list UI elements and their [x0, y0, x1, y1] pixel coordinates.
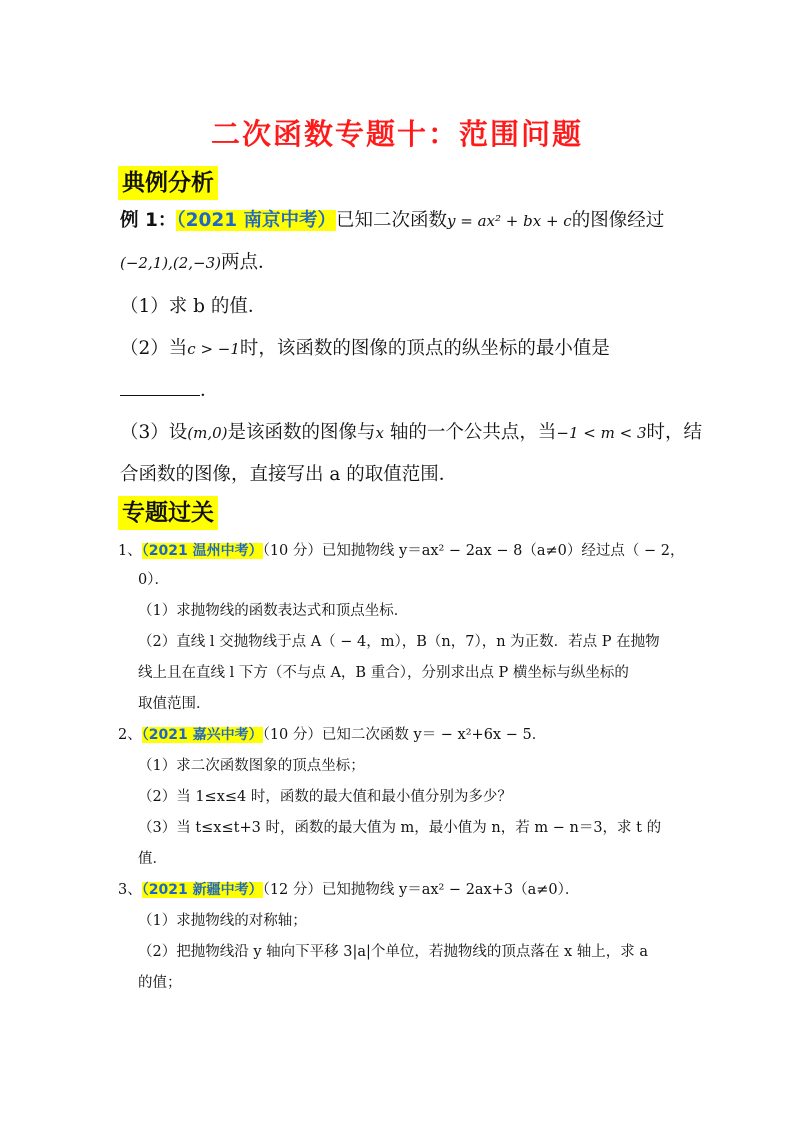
q3-prefix: （3）设 — [120, 422, 188, 443]
problem-1-line-6: 取值范围． — [138, 696, 211, 712]
problem-text: （12 分）已知抛物线 y＝ax² − 2ax+3（a≠0）． — [262, 882, 580, 898]
problem-number: 3、 — [118, 882, 142, 898]
problem-3-line-4: 的值； — [138, 975, 182, 991]
example-source-tag: （2021 南京中考） — [176, 210, 337, 231]
problem-3-line-2: （1）求抛物线的对称轴； — [138, 913, 307, 929]
example-question-3-line-2: 合函数的图像，直接写出 a 的取值范围． — [120, 464, 458, 485]
problem-2-line-5: 值． — [138, 851, 167, 867]
problem-text: （10 分）已知二次函数 y＝ − x²+6x − 5． — [262, 727, 547, 743]
q2-end: ． — [200, 380, 219, 401]
example-formula: y = ax² + bx + c — [447, 212, 572, 230]
example-1-line-1 — [120, 208, 664, 234]
example-stem-b: 的图像经过 — [571, 210, 665, 231]
example-question-2 — [120, 336, 610, 362]
problem-3-line-3: （2）把抛物线沿 y 轴向下平移 3|a|个单位，若抛物线的顶点落在 x 轴上，求 a — [138, 944, 649, 960]
answer-blank — [120, 381, 200, 396]
q2-text: 时，该函数的图像的顶点的纵坐标的最小值是 — [239, 338, 610, 359]
example-stem-c: 两点． — [221, 252, 277, 273]
problem-1-line-1 — [118, 540, 684, 562]
problem-number: 2、 — [118, 727, 142, 743]
q3-text-c: 轴的一个公共点，当 — [384, 422, 557, 443]
example-points: (−2,1),(2,−3) — [120, 254, 222, 272]
example-question-1: （1）求 b 的值． — [120, 296, 267, 317]
problem-1-line-4: （2）直线 l 交抛物线于点 A（ − 4，m），B（n，7），n 为正数．若点 P 在抛物 — [138, 634, 660, 650]
problem-1-line-3: （1）求抛物线的函数表达式和顶点坐标． — [138, 603, 409, 619]
example-label: 例 1： — [120, 210, 177, 231]
section-heading-examples: 典例分析 — [118, 166, 218, 200]
problem-text: （10 分）已知抛物线 y＝ax² − 2ax − 8（a≠0）经过点（ − 2， — [262, 543, 685, 559]
section-heading-practice: 专题过关 — [118, 496, 218, 530]
problem-2-line-3: （2）当 1≤x≤4 时，函数的最大值和最小值分别为多少？ — [138, 789, 512, 805]
q3-point: (m,0) — [187, 424, 228, 442]
q2-prefix: （2）当 — [120, 338, 188, 359]
problem-2-line-2: （1）求二次函数图象的顶点坐标； — [138, 758, 365, 774]
problem-number: 1、 — [118, 543, 142, 559]
problem-source-tag: （2021 嘉兴中考） — [141, 727, 263, 743]
problem-source-tag: （2021 新疆中考） — [141, 882, 263, 898]
example-question-3 — [120, 420, 702, 446]
problem-1-line-5: 线上且在直线 l 下方（不与点 A，B 重合），分别求出点 P 横坐标与纵坐标的 — [138, 665, 629, 681]
q3-text-d: 时，结 — [646, 422, 703, 443]
example-question-2-answer — [120, 378, 219, 404]
problem-2-line-4: （3）当 t≤x≤t+3 时，函数的最大值为 m，最小值为 n，若 m − n＝3，求 t 的 — [138, 820, 662, 836]
example-1-line-2 — [120, 250, 277, 276]
q2-condition: c > −1 — [187, 340, 240, 358]
problem-3-line-1 — [118, 879, 579, 901]
problem-source-tag: （2021 温州中考） — [141, 543, 263, 559]
example-stem-a: 已知二次函数 — [336, 210, 448, 231]
q3-x-var: x — [375, 424, 385, 442]
page-title: 二次函数专题十：范围问题 — [210, 117, 583, 151]
problem-1-line-2: 0）． — [138, 572, 169, 588]
problem-2-line-1 — [118, 724, 546, 746]
q3-condition: −1 < m < 3 — [556, 424, 647, 442]
q3-text-b: 是该函数的图像与 — [227, 422, 376, 443]
